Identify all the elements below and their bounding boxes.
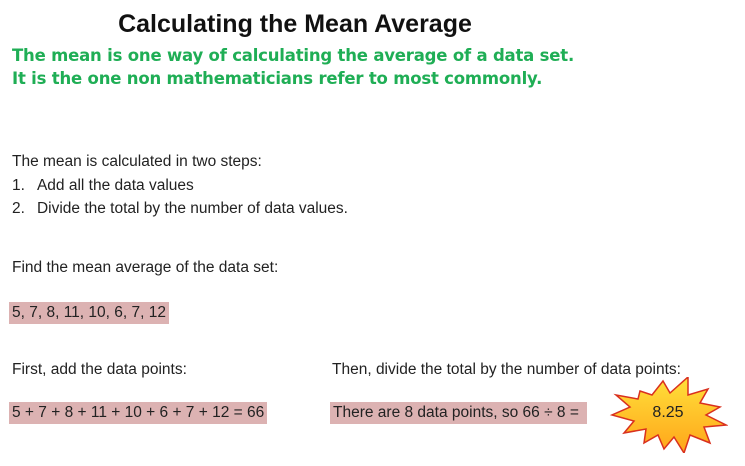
first-label: First, add the data points:	[12, 361, 187, 378]
data-set: 5, 7, 8, 11, 10, 6, 7, 12	[9, 302, 169, 324]
then-label: Then, divide the total by the number of data points:	[332, 361, 681, 378]
intro-line-1: The mean is one way of calculating the average of a data set.	[12, 46, 575, 65]
step-number: 2.	[12, 200, 25, 217]
step-text: Divide the total by the number of data values.	[36, 200, 348, 217]
question: Find the mean average of the data set:	[12, 259, 279, 276]
step-2	[12, 200, 348, 218]
intro-line-2: It is the one non mathematicians refer to most commonly.	[12, 69, 543, 88]
steps-intro: The mean is calculated in two steps:	[12, 153, 262, 170]
result-value: 8.25	[652, 404, 684, 421]
step-number: 1.	[12, 177, 25, 194]
page-title: Calculating the Mean Average	[118, 10, 472, 38]
sum-equation: 5 + 7 + 8 + 11 + 10 + 6 + 7 + 12 = 66	[9, 402, 267, 424]
result-starburst	[608, 377, 728, 453]
division-equation: There are 8 data points, so 66 ÷ 8 =	[330, 402, 587, 424]
step-text: Add all the data values	[36, 177, 194, 194]
step-1	[12, 177, 194, 195]
